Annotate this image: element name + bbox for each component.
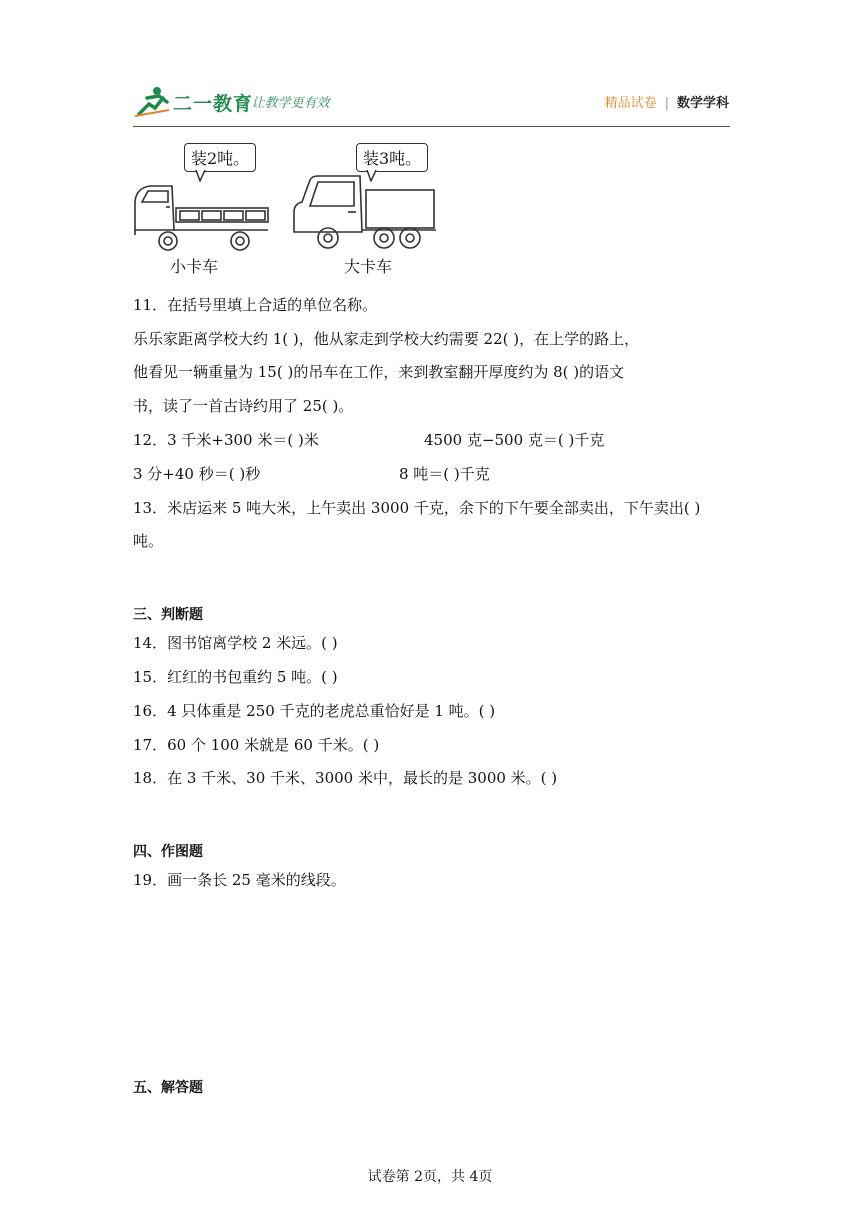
q11-line2: 他看见一辆重量为 15( )的吊车在工作，来到教室翻开厚度约为 8( )的语文: [133, 363, 625, 381]
q13-line1: 13．米店运来 5 吨大米，上午卖出 3000 千克，余下的下午要全部卖出，下午卖出( ): [133, 499, 701, 517]
logo-text: 二一教育: [173, 93, 254, 115]
big-truck-bubble: 装3吨。: [356, 143, 428, 172]
header-right: [605, 92, 729, 111]
big-truck-icon: [290, 172, 438, 252]
section-3-title: 三、判断题: [133, 607, 203, 623]
logo: [133, 84, 373, 118]
q12-part-c: 3 分+40 秒＝( )秒: [133, 465, 261, 483]
runner-logo-icon: [133, 84, 173, 118]
small-truck-bubble: 装2吨。: [184, 143, 256, 172]
section-4-title: 四、作图题: [133, 844, 203, 860]
q15: 15．红红的书包重约 5 吨。( ): [133, 668, 338, 686]
q13-line2: 吨。: [133, 532, 164, 550]
q17: 17．60 个 100 米就是 60 千米。( ): [133, 736, 380, 754]
q12-part-d: 8 吨＝( )千克: [399, 465, 490, 483]
big-truck-label: 大卡车: [344, 257, 393, 276]
small-truck-icon: [130, 180, 275, 255]
small-truck-label: 小卡车: [170, 257, 219, 276]
header-divider: [133, 126, 730, 127]
q12-part-a: 12．3 千米+300 米＝( )米: [133, 431, 319, 449]
q11-title: 11．在括号里填上合适的单位名称。: [133, 296, 378, 314]
header-subject: 数学学科: [676, 96, 729, 111]
page-footer: 试卷第 2页，共 4页: [367, 1169, 493, 1185]
section-5-title: 五、解答题: [133, 1080, 203, 1096]
q11-line3: 书，读了一首古诗约用了 25( )。: [133, 397, 354, 415]
slogan: / 让教学更有效: [243, 96, 330, 111]
q19: 19．画一条长 25 毫米的线段。: [133, 871, 346, 889]
q18: 18．在 3 千米、30 千米、3000 米中，最长的是 3000 米。( ): [133, 769, 558, 787]
header-separator: |: [664, 96, 669, 111]
q11-line1: 乐乐家距离学校大约 1( )，他从家走到学校大约需要 22( )，在上学的路上，: [133, 330, 640, 348]
q16: 16．4 只体重是 250 千克的老虎总重恰好是 1 吨。( ): [133, 702, 496, 720]
header-tag: 精品试卷: [604, 96, 657, 111]
q14: 14．图书馆离学校 2 米远。( ): [133, 634, 338, 652]
q12-part-b: 4500 克−500 克＝( )千克: [424, 431, 605, 449]
